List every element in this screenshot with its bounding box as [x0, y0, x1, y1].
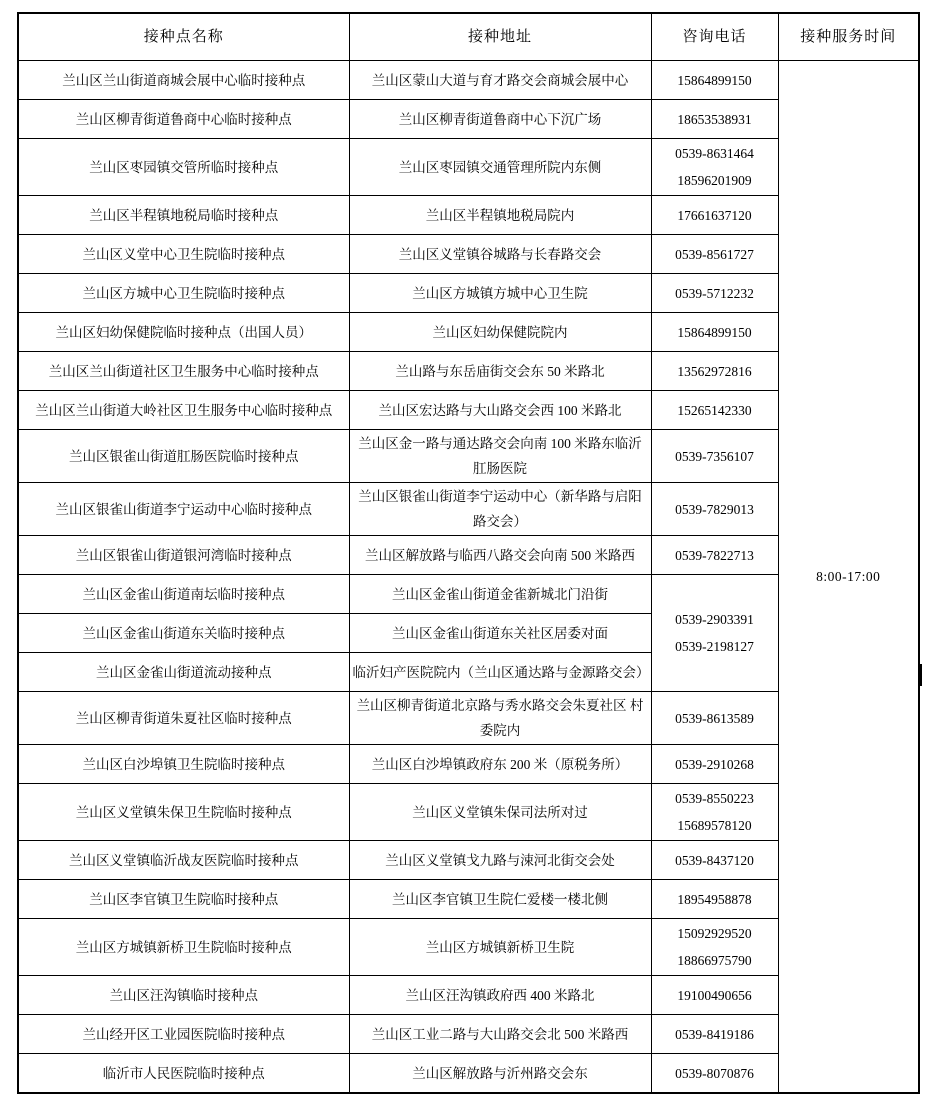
site-name-cell: 兰山区半程镇地税局临时接种点: [18, 196, 349, 235]
site-name-cell: 兰山区方城镇新桥卫生院临时接种点: [18, 919, 349, 976]
phone-number: 17661637120: [677, 207, 752, 223]
phone-number: 0539-7356107: [675, 448, 754, 464]
site-name-cell: 兰山区汪沟镇临时接种点: [18, 976, 349, 1015]
phone-number: 0539-2903391: [675, 612, 754, 627]
table-body: [18, 61, 919, 1094]
site-name-cell: 兰山区银雀山街道银河湾临时接种点: [18, 536, 349, 575]
address-cell: 兰山区义堂镇朱保司法所对过: [349, 784, 651, 841]
address-cell: 兰山区方城镇方城中心卫生院: [349, 274, 651, 313]
phone-number: 15092929520: [677, 926, 752, 941]
phone-cell: [651, 692, 778, 745]
site-name-cell: 兰山区妇幼保健院临时接种点（出国人员）: [18, 313, 349, 352]
phone-number: 0539-8613589: [675, 710, 754, 726]
phone-number: 18954958878: [677, 891, 752, 907]
header-row: [18, 13, 919, 61]
phone-number: 15265142330: [677, 402, 752, 418]
address-cell: 兰山区解放路与临西八路交会向南 500 米路西: [349, 536, 651, 575]
phone-cell: [651, 483, 778, 536]
site-name-cell: 兰山区兰山街道社区卫生服务中心临时接种点: [18, 352, 349, 391]
address-cell: 兰山区白沙埠镇政府东 200 米（原税务所）: [349, 745, 651, 784]
phone-number: 0539-8561727: [675, 246, 754, 262]
phone-cell: [651, 430, 778, 483]
address-cell: 兰山区宏达路与大山路交会西 100 米路北: [349, 391, 651, 430]
table-row: [18, 61, 919, 100]
address-cell: 兰山区李官镇卫生院仁爱楼一楼北侧: [349, 880, 651, 919]
address-cell: 兰山区义堂镇谷城路与长春路交会: [349, 235, 651, 274]
phone-cell: [651, 880, 778, 919]
phone-number: 0539-7822713: [675, 547, 754, 563]
phone-number: 0539-8070876: [675, 1065, 754, 1081]
address-cell: 兰山区方城镇新桥卫生院: [349, 919, 651, 976]
phone-cell: [651, 784, 778, 841]
site-name-cell: 兰山区李官镇卫生院临时接种点: [18, 880, 349, 919]
service-time-cell: 8:00-17:00: [778, 61, 919, 1094]
site-name-cell: 兰山区义堂镇临沂战友医院临时接种点: [18, 841, 349, 880]
site-name-cell: 临沂市人民医院临时接种点: [18, 1054, 349, 1094]
phone-cell: [651, 61, 778, 100]
address-cell: 兰山区银雀山街道李宁运动中心（新华路与启阳路交会）: [349, 483, 651, 536]
site-name-cell: 兰山区柳青街道鲁商中心临时接种点: [18, 100, 349, 139]
text-cursor-artifact: [918, 664, 922, 686]
site-name-cell: 兰山经开区工业园医院临时接种点: [18, 1015, 349, 1054]
address-cell: 兰山区半程镇地税局院内: [349, 196, 651, 235]
phone-cell: [651, 196, 778, 235]
address-cell: 兰山区工业二路与大山路交会北 500 米路西: [349, 1015, 651, 1054]
phone-cell: [651, 139, 778, 196]
phone-cell: [651, 919, 778, 976]
phone-cell: [651, 391, 778, 430]
site-name-cell: 兰山区兰山街道大岭社区卫生服务中心临时接种点: [18, 391, 349, 430]
site-name-cell: 兰山区金雀山街道东关临时接种点: [18, 614, 349, 653]
address-cell: 兰山路与东岳庙街交会东 50 米路北: [349, 352, 651, 391]
address-cell: 兰山区汪沟镇政府西 400 米路北: [349, 976, 651, 1015]
address-cell: 兰山区解放路与沂州路交会东: [349, 1054, 651, 1094]
address-cell: 兰山区金一路与通达路交会向南 100 米路东临沂肛肠医院: [349, 430, 651, 483]
phone-cell: [651, 976, 778, 1015]
phone-number: 18866975790: [677, 953, 752, 968]
address-cell: 兰山区柳青街道鲁商中心下沉广场: [349, 100, 651, 139]
phone-number: 0539-2198127: [675, 639, 754, 654]
phone-cell: [651, 235, 778, 274]
address-cell: 兰山区枣园镇交通管理所院内东侧: [349, 139, 651, 196]
address-cell: 兰山区义堂镇戈九路与涑河北街交会处: [349, 841, 651, 880]
phone-number: 0539-8419186: [675, 1026, 754, 1042]
phone-number: 18596201909: [677, 173, 752, 188]
phone-number: 13562972816: [677, 363, 752, 379]
address-cell: 兰山区柳青街道北京路与秀水路交会朱夏社区 村委院内: [349, 692, 651, 745]
phone-cell: [651, 100, 778, 139]
phone-number: 0539-2910268: [675, 756, 754, 772]
phone-number: 0539-5712232: [675, 285, 754, 301]
address-cell: 兰山区蒙山大道与育才路交会商城会展中心: [349, 61, 651, 100]
site-name-cell: 兰山区枣园镇交管所临时接种点: [18, 139, 349, 196]
address-cell: 兰山区金雀山街道东关社区居委对面: [349, 614, 651, 653]
column-header-3: 咨询电话: [651, 13, 778, 61]
phone-cell: [651, 1054, 778, 1094]
address-cell: 兰山区妇幼保健院院内: [349, 313, 651, 352]
phone-number: 19100490656: [677, 987, 752, 1003]
phone-cell: [651, 274, 778, 313]
site-name-cell: 兰山区银雀山街道肛肠医院临时接种点: [18, 430, 349, 483]
site-name-cell: 兰山区方城中心卫生院临时接种点: [18, 274, 349, 313]
phone-cell: [651, 352, 778, 391]
column-header-2: 接种地址: [349, 13, 651, 61]
site-name-cell: 兰山区金雀山街道流动接种点: [18, 653, 349, 692]
phone-cell: [651, 1015, 778, 1054]
column-header-1: 接种点名称: [18, 13, 349, 61]
site-name-cell: 兰山区银雀山街道李宁运动中心临时接种点: [18, 483, 349, 536]
phone-cell: [651, 841, 778, 880]
site-name-cell: 兰山区义堂中心卫生院临时接种点: [18, 235, 349, 274]
site-name-cell: 兰山区金雀山街道南坛临时接种点: [18, 575, 349, 614]
address-cell: 兰山区金雀山街道金雀新城北门沿街: [349, 575, 651, 614]
phone-cell: [651, 575, 778, 692]
phone-number: 15689578120: [677, 818, 752, 833]
column-header-4: 接种服务时间: [778, 13, 919, 61]
phone-number: 0539-8631464: [675, 146, 754, 161]
phone-cell: [651, 536, 778, 575]
site-name-cell: 兰山区兰山街道商城会展中心临时接种点: [18, 61, 349, 100]
site-name-cell: 兰山区柳青街道朱夏社区临时接种点: [18, 692, 349, 745]
phone-number: 0539-7829013: [675, 501, 754, 517]
site-name-cell: 兰山区白沙埠镇卫生院临时接种点: [18, 745, 349, 784]
phone-number: 0539-8550223: [675, 791, 754, 806]
phone-number: 15864899150: [677, 324, 752, 340]
address-cell: 临沂妇产医院院内（兰山区通达路与金源路交会）: [349, 653, 651, 692]
phone-number: 15864899150: [677, 72, 752, 88]
phone-cell: [651, 313, 778, 352]
vaccination-sites-table: [17, 12, 920, 1094]
phone-number: 0539-8437120: [675, 852, 754, 868]
phone-number: 18653538931: [677, 111, 752, 127]
site-name-cell: 兰山区义堂镇朱保卫生院临时接种点: [18, 784, 349, 841]
phone-cell: [651, 745, 778, 784]
